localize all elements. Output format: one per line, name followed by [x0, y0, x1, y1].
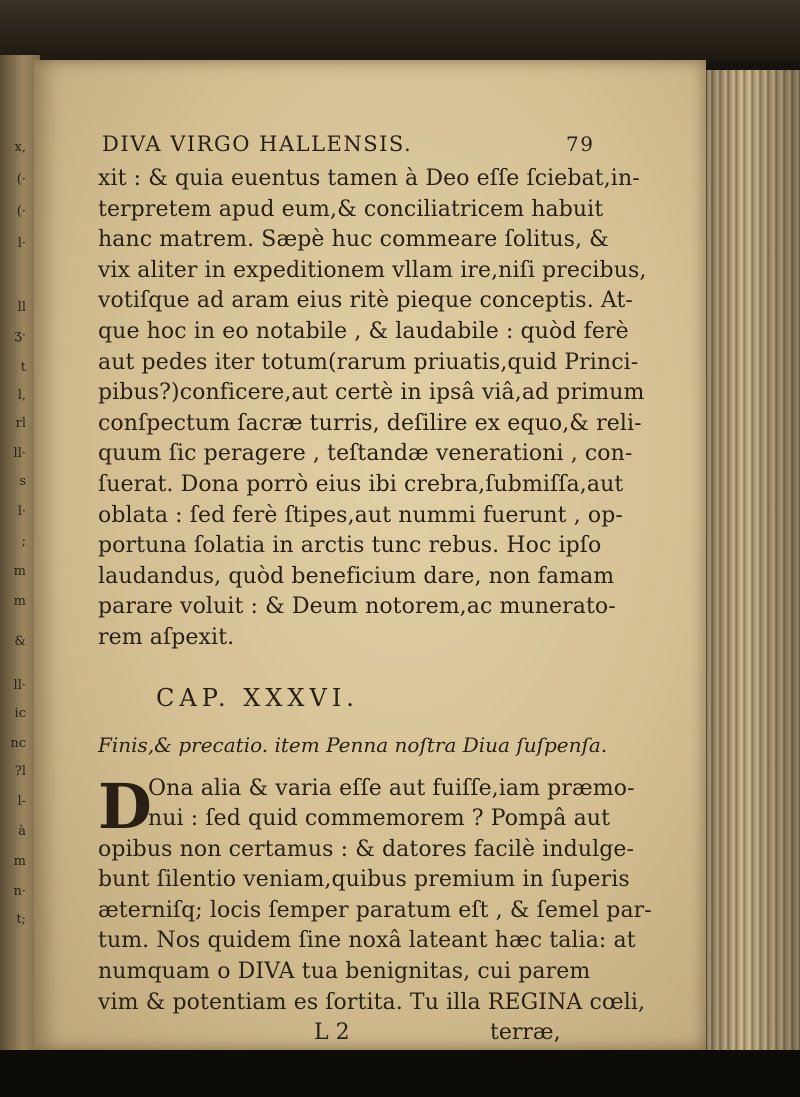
facing-page-fragment: ?l	[14, 764, 26, 779]
text-line: ſuerat. Dona porrò eius ibi crebra,ſubmiſſa,aut	[98, 471, 624, 497]
running-head-title: DIVA VIRGO HALLENSIS.	[102, 132, 413, 156]
catchword: terræ,	[490, 1020, 561, 1046]
text-line: opibus non certamus : & datores facilè indulge-	[98, 836, 635, 862]
facing-page-fragment: rl	[15, 416, 26, 431]
text-line: Ona alia & varia eſſe aut fuiſſe,iam præmo-	[148, 775, 635, 801]
text-line: æterniſq; locis ſemper paratum eſt , & ſemel par-	[98, 897, 652, 923]
facing-page-fragment: nc	[10, 736, 26, 751]
facing-page-fragment: x,	[14, 140, 26, 155]
facing-page-fragment: ll·	[13, 678, 26, 693]
text-line: portuna ſolatia in arctis tunc rebus. Hoc ipſo	[98, 533, 602, 559]
text-line: que hoc in eo notabile , & laudabile : quòd ferè	[98, 318, 629, 344]
facing-page-fragment: n·	[13, 884, 26, 899]
page-number: 79	[566, 132, 595, 156]
facing-page-fragment: m	[13, 564, 26, 579]
facing-page-fragment: t;	[16, 912, 26, 927]
facing-page-fragment: ʒ·	[14, 328, 26, 343]
facing-page-fragment: ;	[21, 534, 26, 549]
text-line: numquam o DIVA tua benignitas, cui parem	[98, 959, 591, 985]
text-line: laudandus, quòd beneficium dare, non famam	[98, 563, 615, 589]
text-line: aut pedes iter totum(rarum priuatis,quid Princi-	[98, 349, 639, 375]
facing-page-fragment: ll	[17, 300, 26, 315]
text-line: vim & potentiam es ſortita. Tu illa REGINA cœli,	[98, 989, 646, 1015]
facing-page-fragment: t	[20, 360, 26, 375]
paragraph-1	[98, 164, 658, 654]
facing-page-fragment: m	[13, 594, 26, 609]
facing-page-fragment: l·	[17, 236, 26, 251]
text-line: vix aliter in expeditionem vllam ire,niſi precibus,	[98, 257, 647, 283]
chapter-heading: CAP. XXXVI.	[156, 683, 359, 712]
facing-page-fragment: l-	[17, 794, 26, 809]
paragraph-2	[98, 769, 658, 1019]
facing-page-fragment: m	[13, 854, 26, 869]
facing-page-fragment: &	[14, 634, 26, 649]
facing-page-fragment: ic	[14, 706, 26, 721]
text-line: quum ſic peragere , teſtandæ venerationi , con-	[98, 441, 633, 467]
facing-page-fragment: l·	[17, 504, 26, 519]
dark-background-bottom	[0, 1050, 800, 1097]
text-line: parare voluit : & Deum notorem,ac munerato-	[98, 594, 616, 620]
facing-page-fragment: ll·	[13, 446, 26, 461]
page-text	[98, 132, 658, 1049]
facing-page-fragment: l,	[17, 388, 26, 403]
text-line: rem aſpexit.	[98, 624, 235, 650]
text-line: votiſque ad aram eius ritè pieque conceptis. At-	[98, 288, 633, 314]
chapter-summary: Finis,& precatio. item Penna noſtra Diua ſuſpenſa.	[98, 732, 608, 757]
text-line: oblata : ſed ferè ſtipes,aut nummi fuerunt , op-	[98, 502, 623, 528]
text-line: bunt ſilentio veniam,quibus premium in ſuperis	[98, 867, 630, 893]
page-block-edge	[705, 70, 800, 1070]
signature-mark: L 2	[314, 1020, 350, 1046]
drop-cap: D	[98, 769, 152, 843]
text-line: terpretem apud eum,& conciliatricem habuit	[98, 196, 604, 222]
text-line: pibus?)conficere,aut certè in ipsâ viâ,ad primum	[98, 380, 645, 406]
facing-page-fragment: s	[19, 474, 26, 489]
facing-page-fragment: (·	[16, 204, 26, 219]
running-head	[98, 132, 658, 164]
facing-page-fragment: (·	[16, 172, 26, 187]
facing-page-fragment: à	[18, 824, 26, 839]
text-line: tum. Nos quidem ſine noxâ lateant hæc talia: at	[98, 928, 636, 954]
text-line: nui : ſed quid commemorem ? Pompâ aut	[148, 806, 611, 832]
dark-background-top	[0, 0, 800, 62]
text-line: hanc matrem. Sæpè huc commeare ſolitus, &	[98, 227, 609, 253]
text-line: conſpectum ſacræ turris, deſilire ex equo,& reli-	[98, 410, 642, 436]
text-line: xit : & quia euentus tamen à Deo eſſe ſciebat,in-	[98, 166, 640, 191]
page-footer	[98, 1018, 658, 1049]
